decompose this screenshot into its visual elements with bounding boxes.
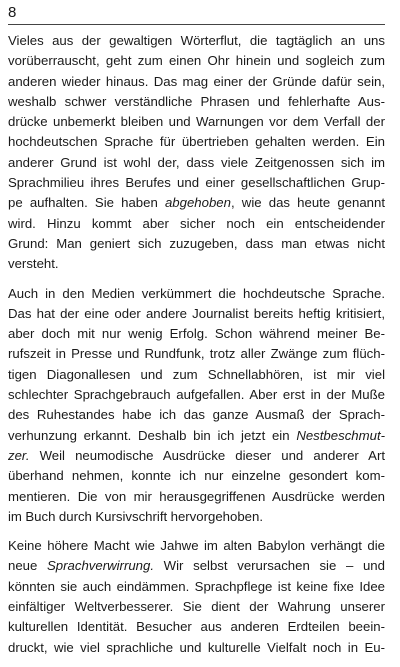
text-line [8, 597, 385, 617]
paragraph-1 [8, 31, 385, 275]
paragraph-2 [8, 284, 385, 528]
text-line [8, 365, 385, 385]
italic-term: Sprachverwirrung. [47, 558, 155, 574]
text-segment: versteht. [8, 256, 59, 272]
text-line [8, 193, 385, 213]
text-line [8, 132, 385, 152]
text-segment: weshalb schwer verständliche Phrasen und fehlerhafte Aus- [8, 93, 385, 109]
text-line [8, 577, 385, 597]
text-line [8, 92, 385, 112]
text-line [8, 487, 385, 507]
text-segment: Keine höhere Macht wie Jahwe im alten Babylon verhängt die [8, 538, 385, 554]
text-segment: des Ruhestandes habe ich das ganze Ausmaß der Sprach- [8, 407, 385, 423]
text-line [8, 405, 385, 425]
text-segment: aber doch mit nur wenig Erfolg. Schon während meiner Be- [8, 326, 385, 342]
text-segment: im Buch durch Kursivschrift hervorgehoben. [8, 508, 264, 524]
text-segment: tigen Diagonallesen und zum Schnellabhören, ist mir viel [8, 366, 385, 382]
page-number: 8 [8, 4, 17, 21]
text-line [8, 72, 385, 92]
text-line [8, 173, 385, 193]
text-segment: könnten sie auch eindämmen. Sprachpflege ist keine fixe Idee [8, 578, 385, 594]
text-segment: kulturellen Identität. Besucher aus anderen Erdteilen beein- [8, 619, 385, 635]
text-segment: hochdeutschen Sprache für übertrieben gehalten werden. Ein [8, 134, 385, 150]
text-line [8, 153, 385, 173]
text-line [8, 234, 385, 254]
text-line [8, 31, 385, 51]
text-segment: einfältiger Weltverbesserer. Sie dient der Wahrung unserer [8, 599, 385, 615]
text-line [8, 617, 385, 637]
text-line [8, 446, 385, 466]
text-segment: Weil neumodische Ausdrücke dieser und anderer Art [29, 447, 385, 463]
page-body [8, 31, 385, 667]
text-segment: anderen wieder hinaus. Das mag einer der Gründe dafür sein, [8, 73, 385, 89]
text-segment: Sprachmilieu ihres Berufes und einer gesellschaftlichen Grup- [8, 175, 385, 191]
text-segment: drücke unbemerkt bleiben und Warnungen vor dem Verfall der [8, 114, 385, 130]
text-segment: mentieren. Die von mir herausgegriffenen Ausdrücke werden [8, 488, 385, 504]
text-line [8, 304, 385, 324]
text-segment: pe aufhalten. Sie haben [8, 195, 165, 211]
text-line [8, 112, 385, 132]
text-line [8, 426, 385, 446]
text-line [8, 385, 385, 405]
text-line [8, 466, 385, 486]
text-line [8, 51, 385, 71]
text-line [8, 556, 385, 576]
text-line [8, 324, 385, 344]
text-line [8, 536, 385, 556]
italic-term: zer. [8, 447, 30, 463]
text-line [8, 284, 385, 304]
text-segment: Vieles aus der gewaltigen Wörterflut, die tagtäglich an uns [8, 33, 385, 48]
text-line [8, 214, 385, 234]
text-segment: neue [8, 558, 47, 574]
text-segment: anderer Grund ist wohl der, dass viele Zeitgenossen sich im [8, 154, 385, 170]
page-header [8, 2, 385, 25]
text-segment: , wie das heute genannt [230, 195, 385, 211]
text-segment: rufszeit in Presse und Rundfunk, trotz aller Zwänge zum flüch- [8, 346, 385, 362]
text-segment: verhunzung erkannt. Deshalb bin ich jetzt ein [8, 427, 297, 443]
paragraph-3 [8, 536, 385, 658]
italic-term: abgehoben [164, 195, 231, 211]
text-segment: druckt, wie viel sprachliche und kulturelle Vielfalt noch in Eu- [8, 639, 385, 655]
text-line [8, 254, 385, 274]
text-segment: Auch in den Medien verkümmert die hochdeutsche Sprache. [8, 285, 385, 301]
text-segment: schlechter Sprachgebrauch aufgefallen. Aber erst in der Muße [8, 387, 385, 403]
text-segment: wird. Hinzu kommt aber sicher noch ein entscheidender [8, 215, 385, 231]
text-line [8, 344, 385, 364]
text-segment: vorüberrauscht, geht zum einen Ohr hinein und sogleich zum [8, 53, 385, 69]
text-segment: überhand nehmen, konnte ich nur einzelne gesondert kom- [8, 468, 385, 484]
text-segment: Wir selbst verursachen sie – und [154, 558, 385, 574]
text-line [8, 638, 385, 658]
text-line [8, 507, 385, 527]
text-segment: Das hat der eine oder andere Journalist bereits heftig kritisiert, [8, 305, 385, 321]
text-segment: Grund: Man geniert sich zuzugeben, dass man etwas nicht [8, 235, 385, 251]
italic-term: Nestbeschmut- [296, 427, 385, 443]
